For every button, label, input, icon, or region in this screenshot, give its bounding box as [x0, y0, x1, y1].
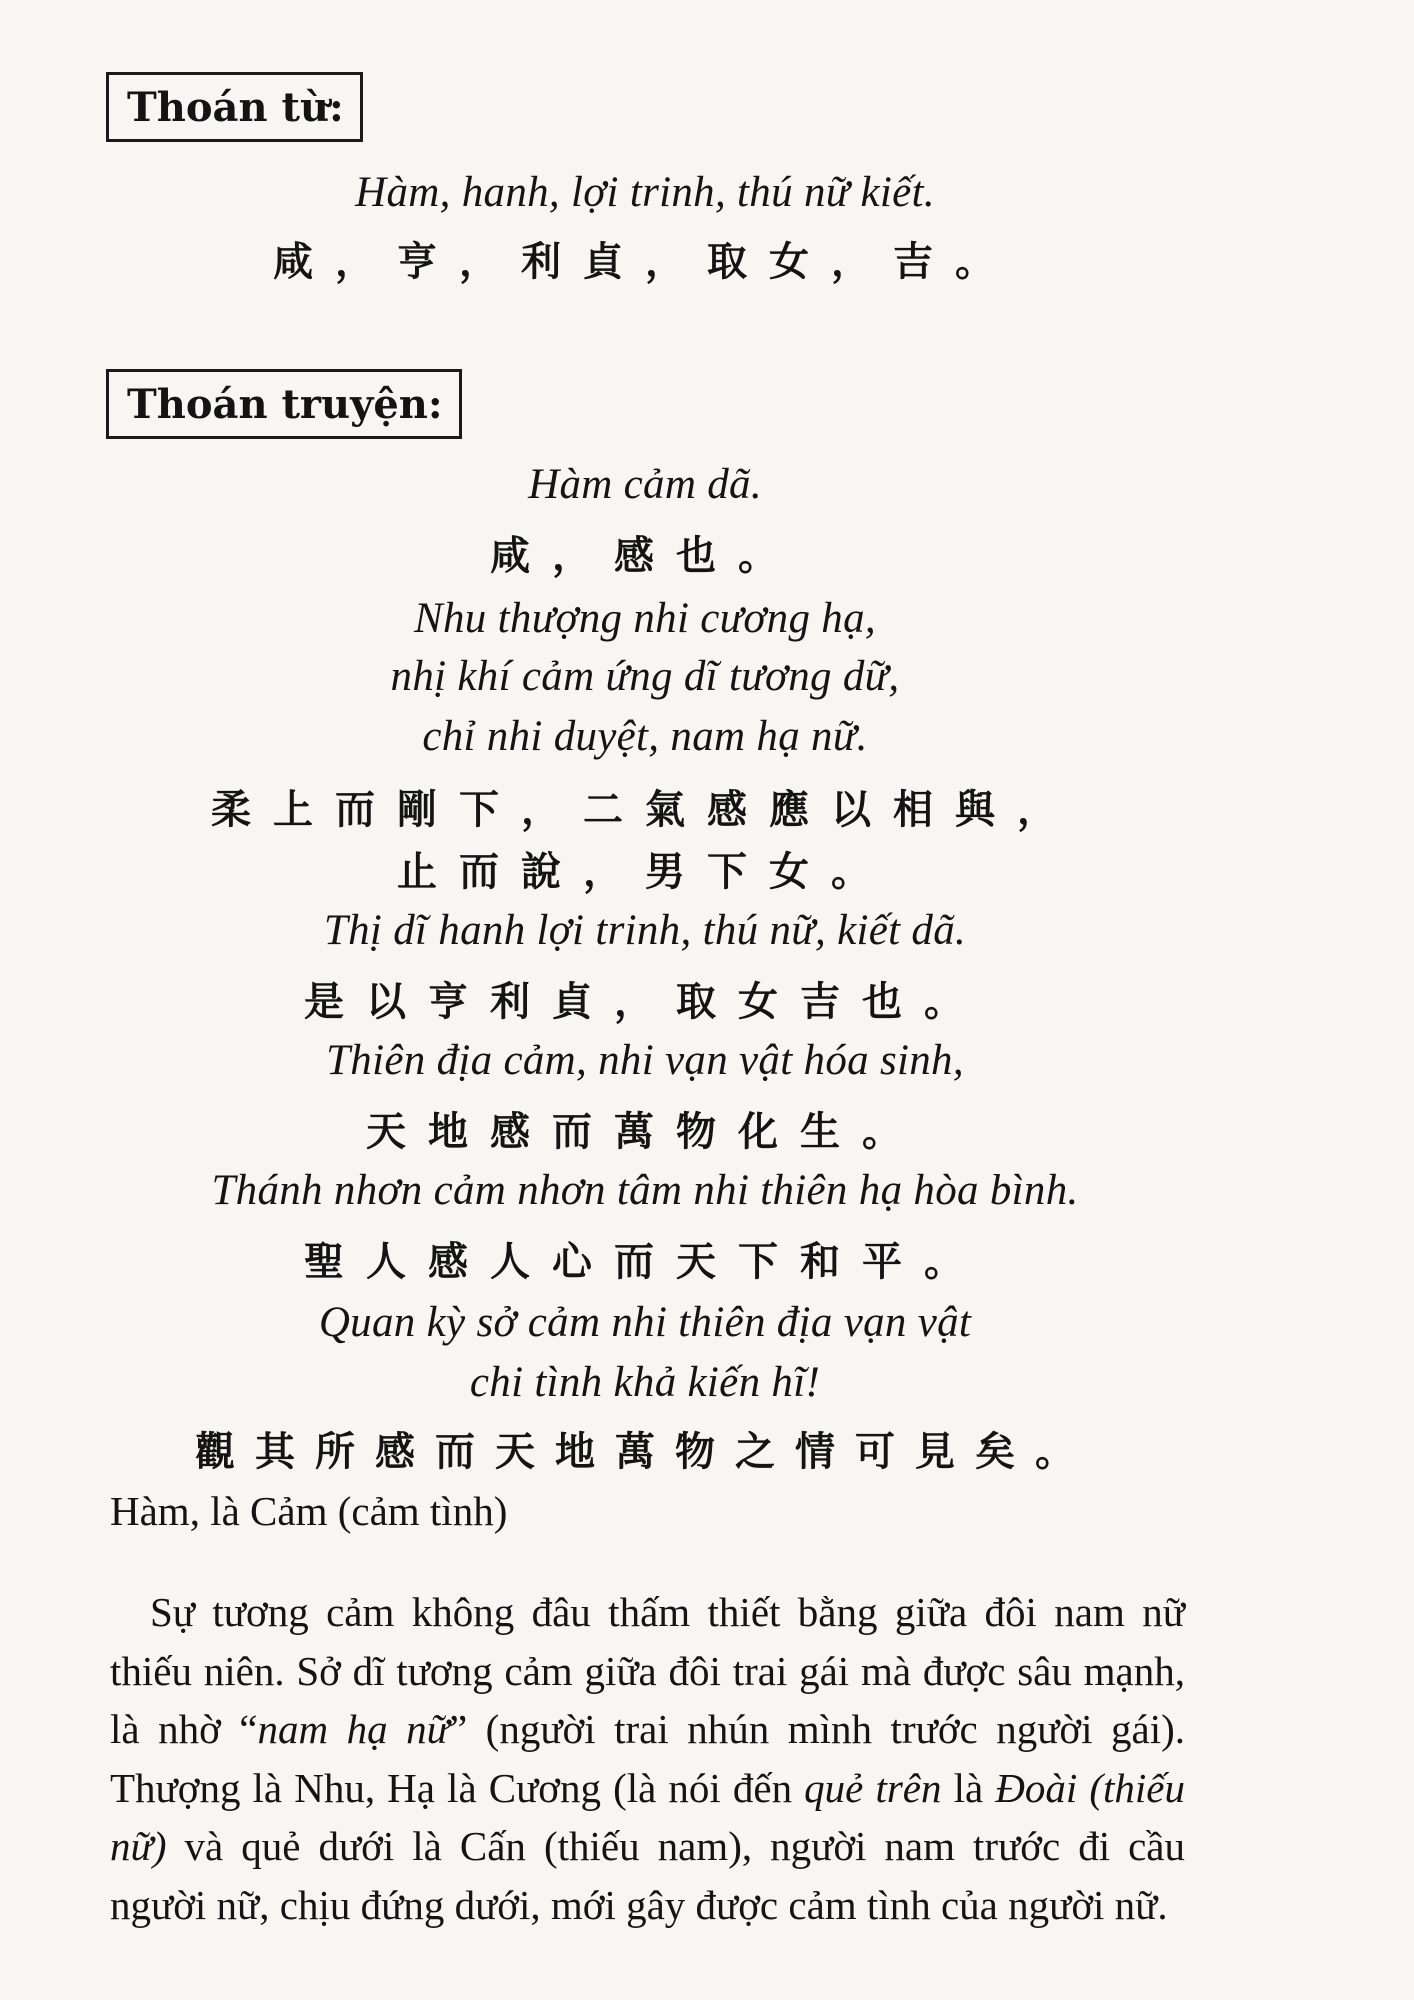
verse-line-vietnamese: Nhu thượng nhi cương hạ,	[414, 595, 876, 642]
commentary-paragraph	[110, 1583, 1185, 1934]
verse-line-chinese: 是以亨利貞，取女吉也。	[304, 978, 986, 1025]
verse-line-chinese: 觀其所感而天地萬物之情可見矣。	[195, 1428, 1095, 1475]
verse-line-vietnamese: Thiên địa cảm, nhi vạn vật hóa sinh,	[326, 1037, 964, 1084]
verse-line-vietnamese: Hàm cảm dã.	[528, 461, 762, 508]
verse-line-chinese: 聖人感人心而天下和平。	[304, 1238, 986, 1285]
verse-line-vietnamese: Thánh nhơn cảm nhơn tâm nhi thiên hạ hòa bình.	[211, 1167, 1079, 1214]
verse-line-vietnamese: Quan kỳ sở cảm nhi thiên địa vạn vật	[318, 1299, 972, 1346]
paragraph-text: là	[941, 1764, 996, 1811]
verse-line-chinese: 柔上而剛下，二氣感應以相與，	[211, 786, 1079, 833]
verse-line-chinese: 咸，亨，利貞，取女，吉。	[273, 238, 1017, 285]
verse-line-chinese: 止而說，男下女。	[397, 848, 893, 895]
paragraph-emphasis: Đoài (thiếu nữ)	[110, 1764, 1186, 1869]
verse-line-vietnamese: chỉ nhi duyệt, nam hạ nữ.	[422, 713, 868, 760]
verse-line-chinese: 天地感而萬物化生。	[366, 1108, 924, 1155]
verse-line-vietnamese: Thị dĩ hanh lợi trinh, thú nữ, kiết dã.	[323, 907, 967, 954]
paragraph-emphasis: nam hạ nữ	[257, 1706, 449, 1752]
verse-line-vietnamese: Hàm, hanh, lợi trinh, thú nữ kiết.	[355, 169, 935, 216]
paragraph-text: Sự tương cảm không đâu thấm thiết bằng giữa đôi nam nữ thiếu niên. Sở dĩ tương cảm giữa đôi trai gái mà được sâu mạnh, là nhờ “	[110, 1589, 1185, 1752]
verse-line-chinese: 咸，感也。	[490, 532, 800, 579]
heading-thoan-tu: Thoán từ:	[106, 72, 363, 142]
verse-line-vietnamese: nhị khí cảm ứng dĩ tương dữ,	[390, 653, 900, 700]
paragraph-text: ” (người trai nhún mình trước người gái). Thượng là Nhu, Hạ là Cương (là nói đến	[110, 1706, 1185, 1811]
paragraph-emphasis: quẻ trên	[804, 1764, 942, 1811]
verse-line-vietnamese: chi tình khả kiến hĩ!	[469, 1359, 821, 1406]
heading-thoan-truyen: Thoán truyện:	[106, 369, 462, 439]
caption-line: Hàm, là Cảm (cảm tình)	[110, 1488, 508, 1534]
paragraph-text: và quẻ dưới là Cấn (thiếu nam), người nam trước đi cầu người nữ, chịu đứng dưới, mới gây được cảm tình của người nữ.	[110, 1823, 1185, 1928]
